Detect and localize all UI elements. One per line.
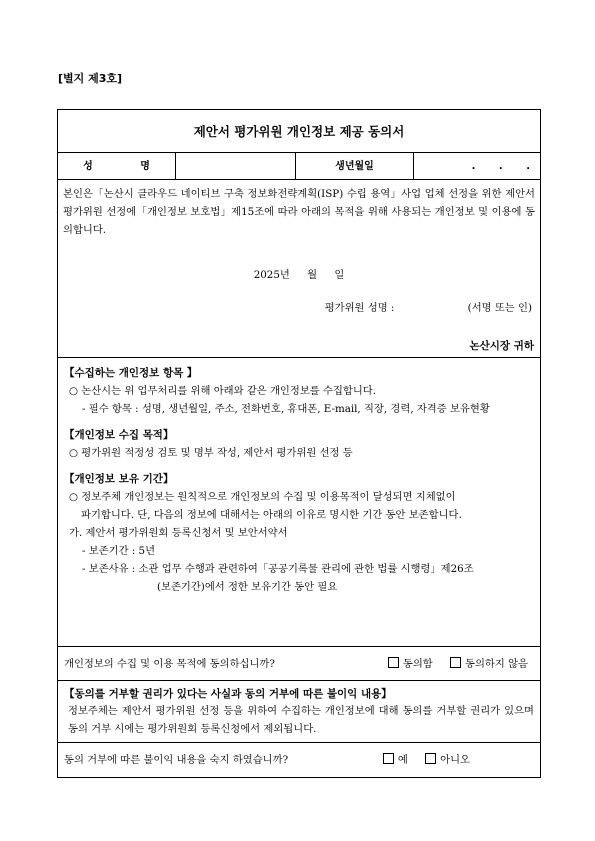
consent-form bbox=[57, 109, 541, 778]
agree-checkbox[interactable] bbox=[388, 657, 399, 668]
birth-label: 생년월일 bbox=[296, 153, 414, 179]
refusal-heading: 【동의를 거부할 권리가 있다는 사실과 동의 거부에 따른 불이익 내용】 bbox=[64, 688, 392, 700]
person-info-row bbox=[58, 153, 540, 180]
collect-heading: 【수집하는 개인정보 항목 】 bbox=[64, 367, 198, 379]
collect-line-1: ○ 논산시는 위 업무처리를 위해 아래와 같은 개인정보를 수집합니다. bbox=[69, 385, 377, 397]
refusal-notice bbox=[58, 681, 540, 743]
no-checkbox[interactable] bbox=[425, 753, 436, 764]
signature-hint[interactable]: (서명 또는 인) bbox=[467, 302, 532, 314]
purpose-line-1: ○ 평가위원 적정성 검토 및 명부 작성, 제안서 평가위원 선정 등 bbox=[69, 447, 353, 459]
acknowledge-question bbox=[58, 743, 540, 777]
retention-heading: 【개인정보 보유 기간】 bbox=[64, 473, 174, 485]
addressee: 논산시장 귀하 bbox=[469, 340, 534, 352]
info-section bbox=[58, 358, 540, 647]
retention-line-6: (보존기간)에서 정한 보유기간 동안 필요 bbox=[157, 581, 338, 593]
retention-line-3: 가. 제안서 평가위원회 등록신청서 및 보안서약서 bbox=[69, 527, 288, 539]
yes-label: 예 bbox=[397, 754, 408, 766]
consent-text: 본인은「논산시 클라우드 네이티브 구축 정보화전략계획(ISP) 수립 용역」사업 업체 선정을 위한 제안서 평가위원 선정에「개인정보 보호법」제15조에 따라 아래의 목적을 위해 사용되는 개인정보 및 이용에 동의합니다. bbox=[63, 188, 535, 236]
refusal-text: 정보주체는 제안서 평가위원 선정 등을 위하여 수집하는 개인정보에 대해 동의를 거부할 권리가 있으며 동의 거부 시에는 평가위원회 등록신청에서 제외됩니다. bbox=[68, 705, 534, 735]
disagree-label: 동의하지 않음 bbox=[465, 658, 528, 670]
birth-field[interactable]: . . . bbox=[471, 161, 540, 172]
no-label: 아니오 bbox=[440, 754, 470, 766]
signature-label: 평가위원 성명 : bbox=[324, 302, 395, 314]
purpose-heading: 【개인정보 수집 목적】 bbox=[64, 429, 174, 441]
consent-question bbox=[58, 647, 540, 681]
signature-line bbox=[325, 299, 532, 314]
form-title: 제안서 평가위원 개인정보 제공 동의서 bbox=[58, 110, 540, 153]
retention-line-4: - 보존기간 : 5년 bbox=[82, 545, 156, 557]
disagree-checkbox[interactable] bbox=[450, 657, 461, 668]
form-reference: [별지 제3호] bbox=[58, 72, 123, 85]
name-field[interactable] bbox=[176, 153, 296, 179]
acknowledge-question-text: 동의 거부에 따른 불이익 내용을 숙지 하였습니까? bbox=[64, 754, 289, 766]
consent-date[interactable]: 2025년 월 일 bbox=[253, 269, 345, 281]
retention-line-5: - 보존사유 : 소관 업무 수행과 관련하여「공공기록물 관리에 관한 법률 시행령」제26조 bbox=[82, 563, 474, 575]
agree-label: 동의함 bbox=[402, 658, 433, 670]
consent-statement bbox=[58, 180, 540, 358]
yes-checkbox[interactable] bbox=[383, 753, 394, 764]
name-label: 성 명 bbox=[58, 153, 176, 179]
collect-line-2: - 필수 항목 : 성명, 생년월일, 주소, 전화번호, 휴대폰, E-mail, 직장, 경력, 자격증 보유현황 bbox=[82, 403, 490, 415]
retention-line-1: ○ 정보주체 개인정보는 원칙적으로 개인정보의 수집 및 이용목적이 달성되면 지체없이 bbox=[69, 491, 456, 503]
retention-line-2: 파기합니다. 단, 다음의 정보에 대해서는 아래의 이유로 명시한 기간 동안 보존합니다. bbox=[81, 509, 462, 521]
consent-question-text: 개인정보의 수집 및 이용 목적에 동의하십니까? bbox=[64, 658, 275, 670]
